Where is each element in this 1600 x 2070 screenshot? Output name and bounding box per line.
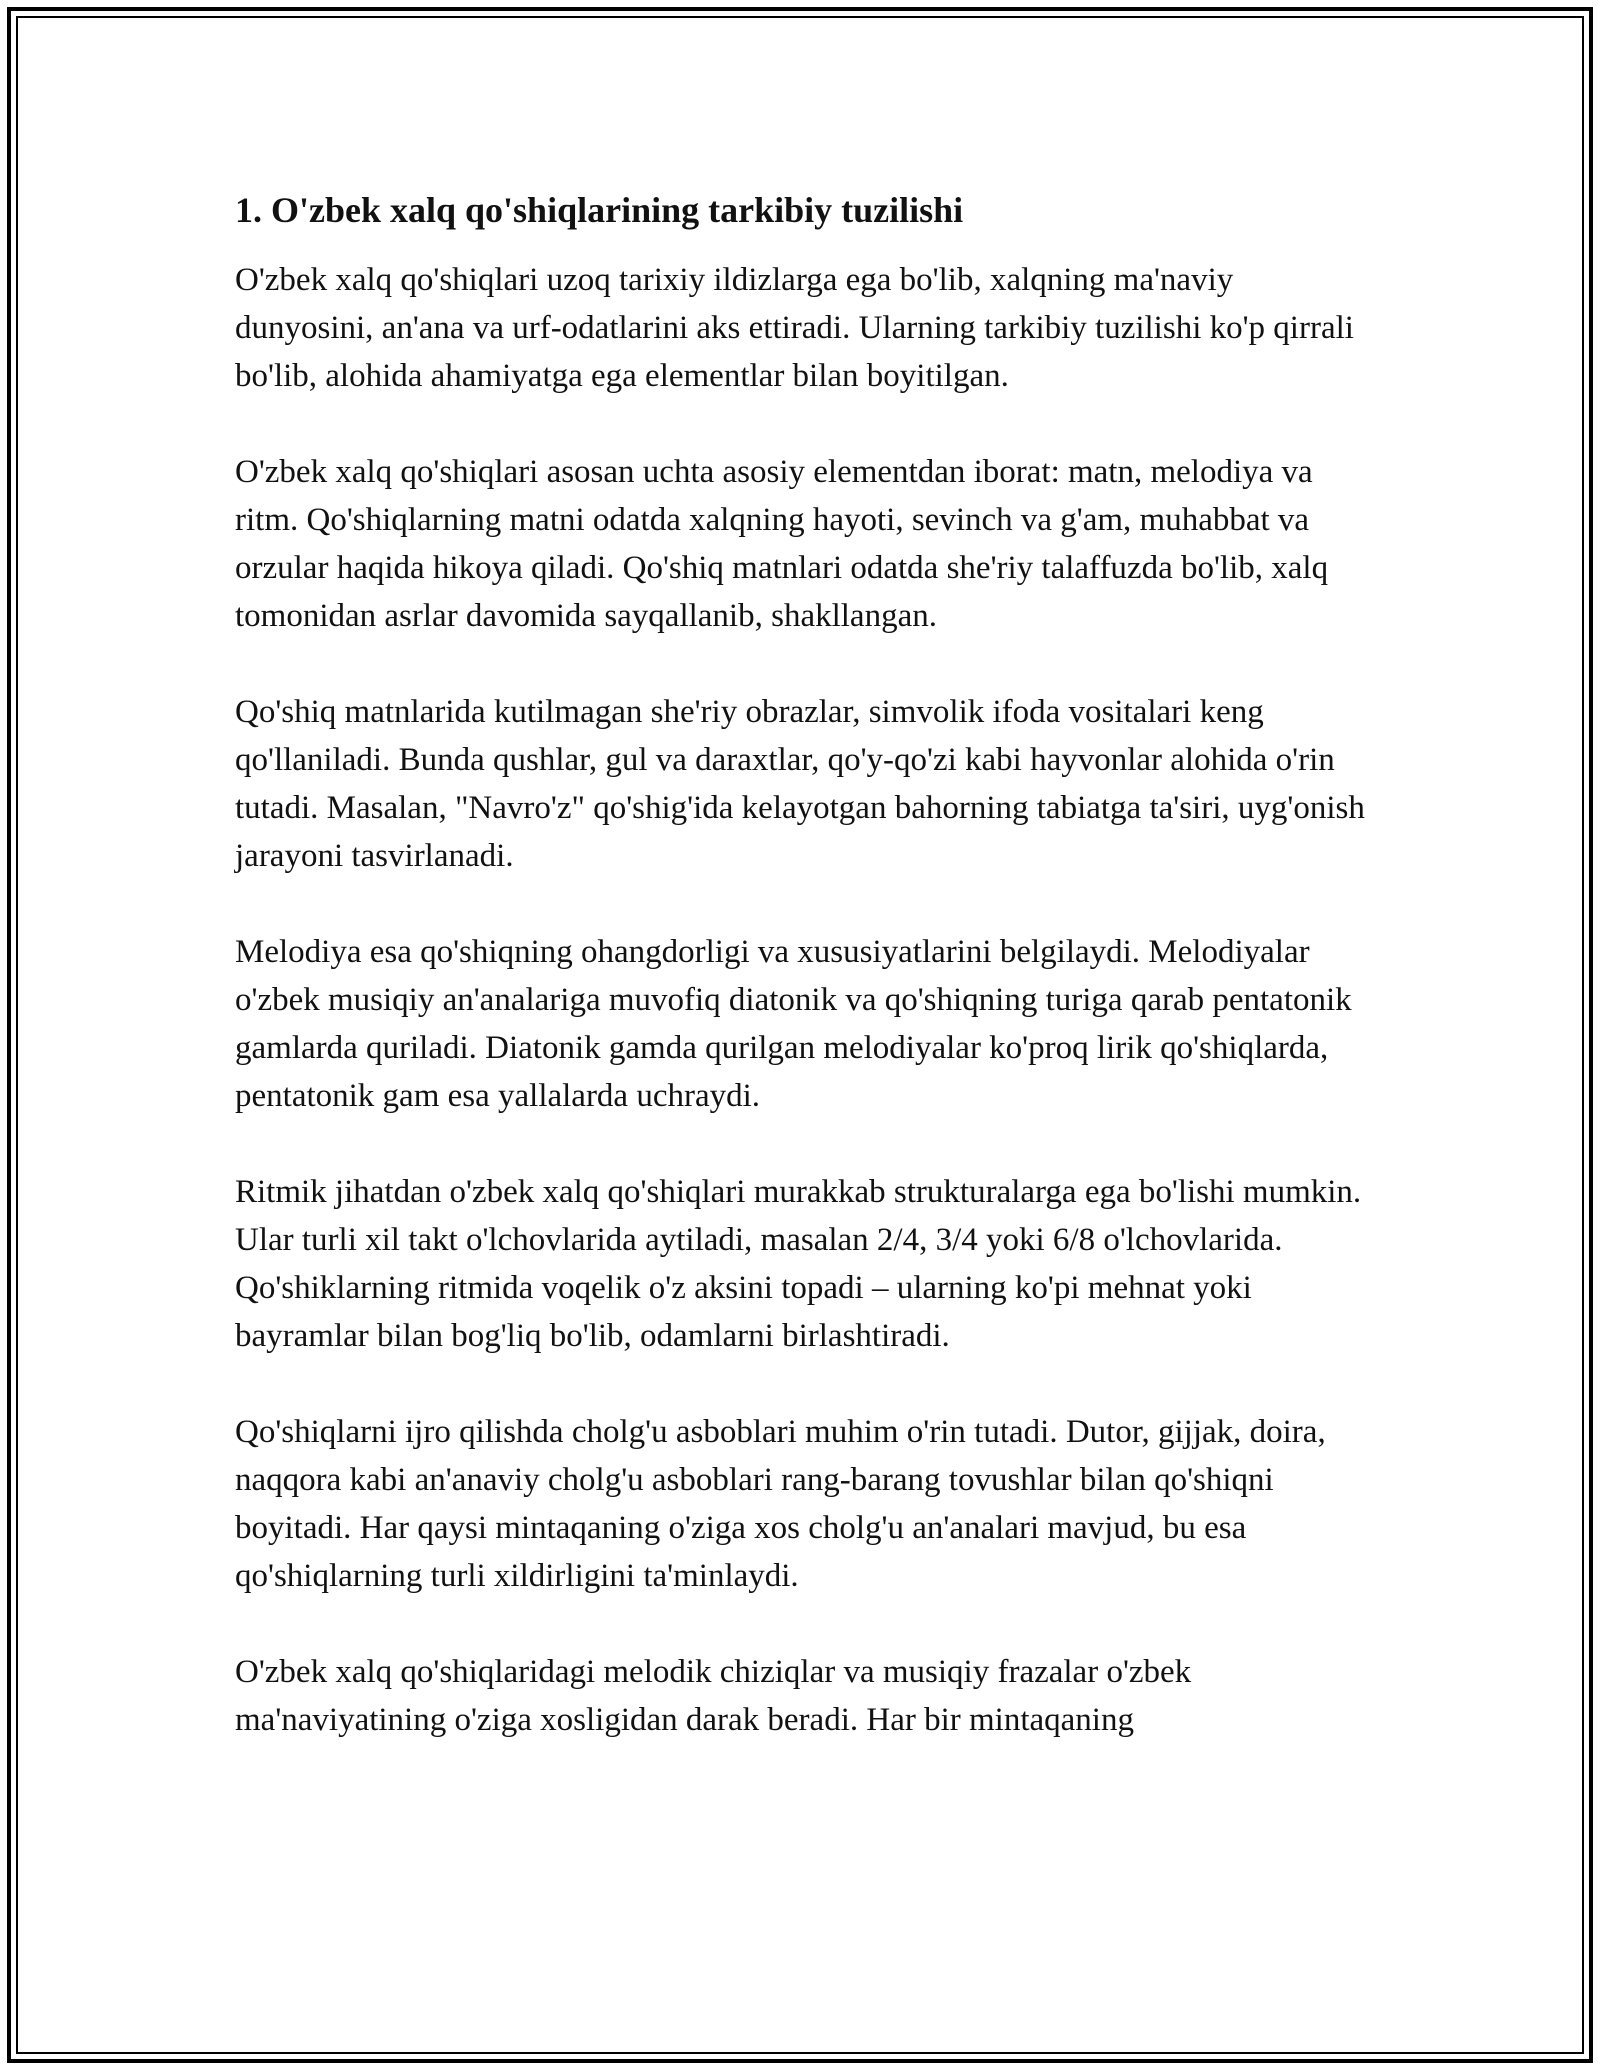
paragraph-7: O'zbek xalq qo'shiqlaridagi melodik chiziqlar va musiqiy frazalar o'zbek ma'naviyatining o'ziga xosligidan darak beradi. Har bir mintaqaning [235,1654,1192,1738]
paragraph-3: Qo'shiq matnlarida kutilmagan she'riy obrazlar, simvolik ifoda vositalari keng qo'llaniladi. Bunda qushlar, gul va daraxtlar, qo'y-qo'zi kabi hayvonlar alohida o'rin tutadi. Masalan, "Navro'z" qo'shig'ida kelayotgan bahorning tabiatga ta'siri, uyg'onish jarayoni tasvirlanadi. [235,694,1365,874]
paragraph-5: Ritmik jihatdan o'zbek xalq qo'shiqlari murakkab strukturalarga ega bo'lishi mumkin. Ular turli xil takt o'lchovlarida aytiladi, masalan 2/4, 3/4 yoki 6/8 o'lchovlarida. Qo'shiklarning ritmida voqelik o'z aksini topadi – ularning ko'pi mehnat yoki bayramlar bilan bog'liq bo'lib, odamlarni birlashtiradi. [235,1174,1362,1354]
section-title: 1. O'zbek xalq qo'shiqlarining tarkibiy tuzilishi [235,190,964,230]
paragraph-6: Qo'shiqlarni ijro qilishda cholg'u asboblari muhim o'rin tutadi. Dutor, gijjak, doira, naqqora kabi an'anaviy cholg'u asboblari rang-barang tovushlar bilan qo'shiqni boyitadi. Har qaysi mintaqaning o'ziga xos cholg'u an'analari mavjud, bu esa qo'shiqlarning turli xildirligini ta'minlaydi. [235,1414,1326,1594]
paragraph-4: Melodiya esa qo'shiqning ohangdorligi va xususiyatlarini belgilaydi. Melodiyalar o'zbek musiqiy an'analariga muvofiq diatonik va qo'shiqning turiga qarab pentatonik gamlarda quriladi. Diatonik gamda qurilgan melodiyalar ko'proq lirik qo'shiqlarda, pentatonik gam esa yallalarda uchraydi. [235,934,1352,1114]
document-page [235,186,1370,1792]
paragraph-1: O'zbek xalq qo'shiqlari uzoq tarixiy ildizlarga ega bo'lib, xalqning ma'naviy dunyosini, an'ana va urf-odatlarini aks ettiradi. Ularning tarkibiy tuzilishi ko'p qirrali bo'lib, alohida ahamiyatga ega elementlar bilan boyitilgan. [235,262,1354,394]
paragraph-2: O'zbek xalq qo'shiqlari asosan uchta asosiy elementdan iborat: matn, melodiya va ritm. Qo'shiqlarning matni odatda xalqning hayoti, sevinch va g'am, muhabbat va orzular haqida hikoya qiladi. Qo'shiq matnlari odatda she'riy talaffuzda bo'lib, xalq tomonidan asrlar davomida sayqallanib, shakllangan. [235,454,1329,634]
